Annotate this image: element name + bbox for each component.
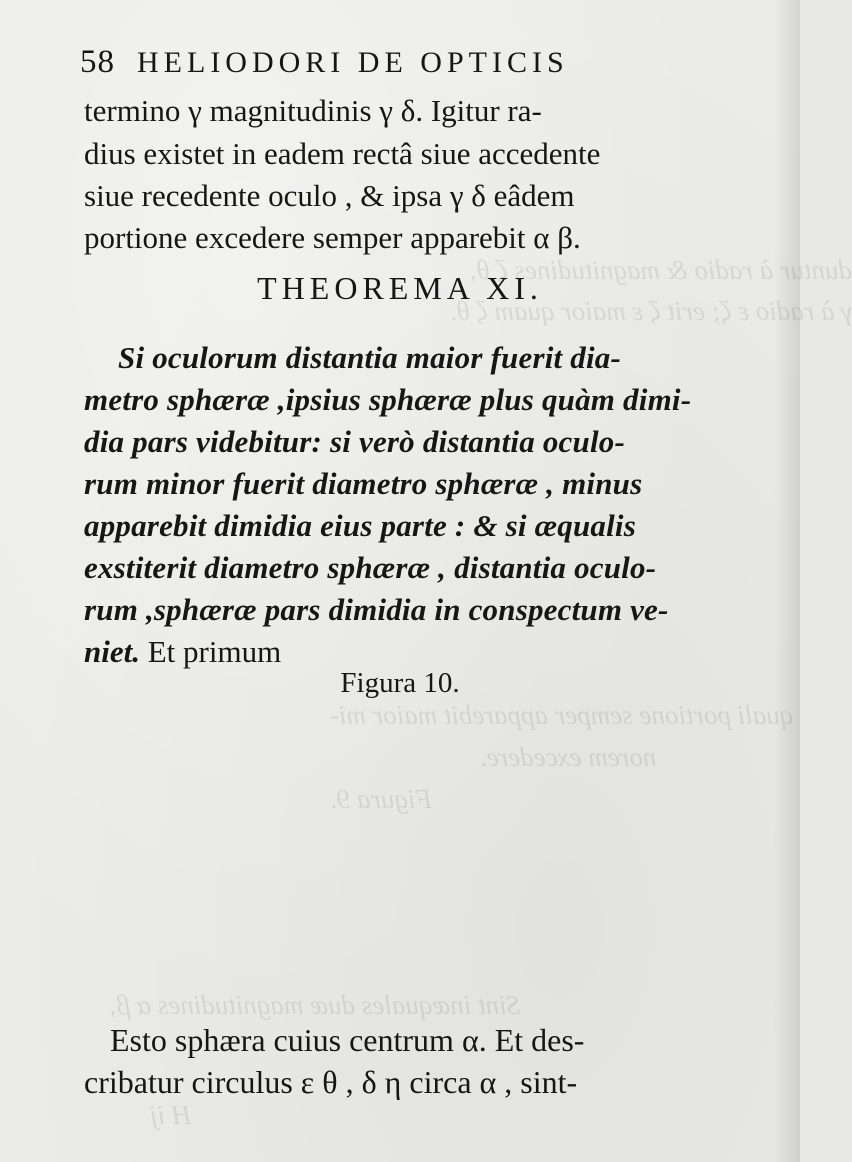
body-line: termino γ magnitudinis γ δ. Igitur ra- bbox=[84, 93, 542, 128]
page-header bbox=[80, 44, 720, 81]
running-head: HELIODORI DE OPTICIS bbox=[137, 46, 569, 79]
body-line: Et primum bbox=[139, 634, 282, 669]
theorem-line: metro sphæræ ,ipsius sphæræ plus quàm dimi- bbox=[84, 382, 692, 417]
theorem-line: rum ,sphæræ pars dimidia in conspectum ve- bbox=[84, 592, 669, 627]
show-through-texture: duntur à radio & magnitudines ζ θ, γ à radio ε ζ; erit ζ ε maior quam ζ θ. quali portione semper apparebit maior mi- norem excedere. Figura 9. Sint inæquales duæ magnitudines α β, H ij bbox=[110, 255, 852, 1130]
page-number: 58 bbox=[80, 44, 115, 80]
theorem-line: exstiterit diametro sphæræ , distantia oculo- bbox=[84, 550, 657, 585]
figure-label: Figura 10. bbox=[340, 667, 460, 699]
theorem-heading: THEOREMA XI. bbox=[257, 270, 543, 306]
body-line: siue recedente oculo , & ipsa γ δ eâdem bbox=[84, 178, 575, 213]
page-edge-shadow bbox=[774, 0, 800, 1162]
theorem-line: dia pars videbitur: si verò distantia oculo- bbox=[84, 424, 625, 459]
body-line: cribatur circulus ε θ , δ η circa α , sint- bbox=[84, 1064, 578, 1100]
theorem-final-line bbox=[84, 636, 281, 667]
body-line: dius existet in eadem rectâ siue accedente bbox=[84, 136, 601, 171]
body-line: Esto sphæra cuius centrum α. Et des- bbox=[110, 1022, 585, 1058]
body-line: portione excedere semper apparebit α β. bbox=[84, 220, 581, 255]
theorem-line: apparebit dimidia eius parte : & si æqualis bbox=[84, 508, 636, 543]
theorem-line: niet. bbox=[84, 634, 140, 669]
theorem-line: Si oculorum distantia maior fuerit dia- bbox=[118, 340, 622, 375]
theorem-line: rum minor fuerit diametro sphæræ , minus bbox=[84, 466, 643, 501]
